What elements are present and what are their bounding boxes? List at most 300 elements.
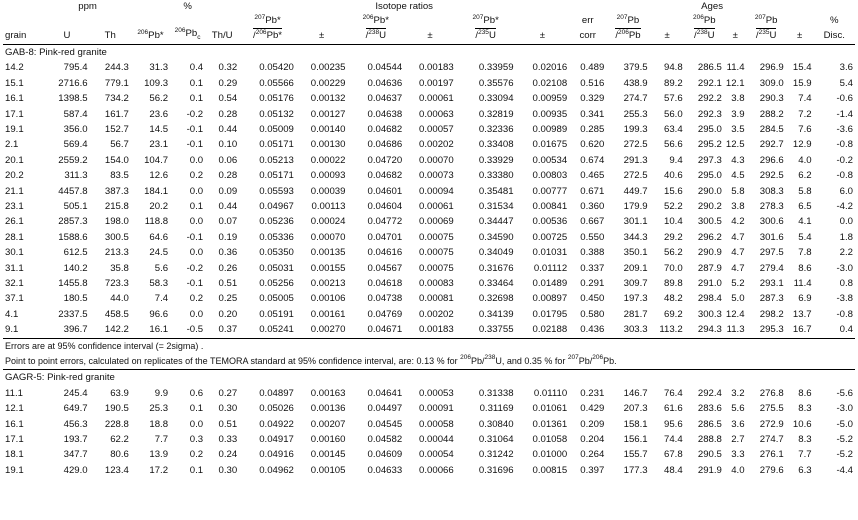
table-cell: 0.31676: [478, 262, 514, 274]
table-cell: 292.2: [697, 93, 722, 105]
table-cell: 0.00229: [310, 77, 346, 89]
table-cell: 3.6: [839, 62, 853, 74]
table-cell: 350.1: [623, 247, 648, 259]
table-cell: 6.0: [839, 185, 853, 197]
table-cell: 0.00155: [310, 262, 346, 274]
table-cell: 723.3: [104, 278, 129, 289]
table-cell: 0.00053: [419, 387, 454, 399]
table-cell: 184.1: [144, 185, 169, 197]
table-cell: 292.7: [759, 139, 784, 151]
table-cell: -3.0: [836, 403, 853, 415]
table-cell: 308.3: [759, 185, 784, 197]
table-cell: 58.3: [149, 278, 169, 289]
table-cell: 2559.2: [58, 154, 88, 166]
table-cell: 0.436: [580, 324, 605, 336]
table-cell: 0.05026: [259, 403, 294, 415]
table-cell: 0.31169: [479, 403, 514, 415]
table-cell: 0.30: [218, 403, 238, 415]
table-cell: 11.3: [726, 324, 745, 336]
table-cell: 0.31696: [478, 464, 514, 476]
col-r76-den: /$^{206}$Pb*: [239, 27, 296, 44]
table-cell: 0.620: [580, 139, 605, 151]
table-row: [3, 307, 855, 322]
table-cell: 152.7: [104, 123, 129, 135]
table-cell: 0.33959: [478, 62, 514, 74]
table-cell: 0.00270: [310, 324, 346, 336]
table-cell: 0.00132: [310, 93, 346, 105]
table-cell: -3.6: [836, 123, 853, 135]
table-cell: 298.2: [759, 308, 784, 320]
col-aerr1: ±: [650, 27, 685, 44]
table-cell: 0.04772: [367, 216, 403, 228]
table-cell: -5.2: [836, 449, 853, 461]
table-cell: 154.0: [104, 154, 129, 166]
table-cell: 0.674: [580, 154, 605, 166]
zircon-data-table: [3, 0, 855, 478]
table-cell: 0.32336: [478, 123, 514, 135]
table-cell: 0.20: [218, 308, 238, 320]
table-cell: 0.00127: [310, 108, 346, 120]
table-cell: 2857.3: [58, 216, 88, 228]
table-cell: 2.7: [731, 434, 745, 446]
table-cell: 0.00069: [419, 216, 454, 228]
table-cell: 6.2: [798, 170, 812, 182]
table-cell: 0.667: [580, 216, 605, 228]
table-cell: 284.5: [759, 123, 784, 135]
table-header: [3, 0, 855, 44]
table-cell: 180.5: [63, 293, 88, 305]
table-cell: 0.33380: [478, 170, 514, 182]
table-cell: 0.00044: [419, 434, 454, 446]
table-cell: 295.2: [697, 139, 722, 151]
table-cell: 0.285: [580, 123, 605, 135]
col-err2: ±: [404, 27, 456, 44]
ppm-header: ppm: [78, 1, 97, 12]
table-cell: 0.04604: [367, 200, 403, 212]
table-cell: 80.6: [110, 449, 129, 461]
table-row: [3, 184, 855, 199]
table-row: [3, 137, 855, 152]
table-cell: 0.04962: [259, 464, 294, 476]
table-cell: 0.04671: [367, 324, 403, 336]
table-cell: 0.2: [189, 170, 204, 182]
table-cell: 0.35481: [478, 185, 514, 197]
table-cell: 5.4: [839, 77, 853, 89]
table-cell: 0.06: [218, 154, 238, 166]
col-aerr2: ±: [724, 27, 747, 44]
table-cell: 281.7: [623, 308, 648, 320]
table-cell: 190.5: [104, 403, 129, 415]
table-cell: 0.00075: [419, 247, 454, 259]
table-row: [3, 153, 855, 168]
table-cell: 0.00183: [419, 324, 454, 336]
table-cell: 7.2: [798, 108, 812, 120]
table-cell: 0.02188: [532, 324, 568, 336]
table-cell: 0.0: [189, 308, 204, 320]
table-cell: 0.04544: [367, 62, 403, 74]
table-cell: 0.34590: [478, 231, 514, 243]
col-errcorr-1: err: [581, 15, 594, 26]
table-cell: 0.04616: [367, 247, 403, 259]
table-cell: 0.00989: [532, 123, 568, 135]
table-row: [3, 401, 855, 416]
table-cell: 0.00145: [310, 449, 346, 461]
table-cell: 5.6: [731, 403, 745, 415]
table-cell: -0.2: [186, 108, 204, 120]
table-cell: 0.51: [218, 278, 238, 289]
table-cell: 29.2: [664, 231, 683, 243]
table-cell: 94.8: [664, 62, 683, 74]
table-row: [3, 447, 855, 462]
table-cell: 0.3: [189, 434, 204, 446]
pct-header: %: [183, 1, 192, 12]
table-cell: 0.05350: [259, 247, 294, 259]
col-a68-den: /$^{238}$U: [685, 27, 724, 44]
table-cell: -4.2: [836, 200, 853, 212]
table-cell: 0.516: [580, 77, 605, 89]
table-cell: 0.04601: [367, 185, 403, 197]
table-cell: 1588.6: [58, 231, 88, 243]
table-cell: 7.7: [798, 449, 812, 461]
table-cell: 67.8: [664, 449, 683, 461]
table-cell: 290.3: [759, 93, 784, 105]
table-row: [3, 291, 855, 306]
table-cell: 52.2: [664, 200, 683, 212]
table-cell: 0.05566: [259, 77, 294, 89]
table-cell: 0.33464: [478, 278, 514, 289]
table-cell: 48.4: [664, 464, 683, 476]
table-cell: 19.1: [5, 123, 24, 135]
table-cell: 16.1: [149, 324, 169, 336]
table-cell: 0.450: [580, 293, 605, 305]
table-cell: 0.337: [580, 262, 605, 274]
table-cell: 0.04582: [367, 434, 403, 446]
table-cell: 0.00083: [419, 278, 454, 289]
table-cell: 146.7: [623, 387, 648, 399]
table-row: [3, 168, 855, 183]
table-cell: 24.5: [149, 247, 169, 259]
table-cell: 0.465: [580, 170, 605, 182]
table-cell: 0.01361: [532, 418, 568, 430]
table-cell: 295.0: [697, 123, 722, 135]
table-cell: 0.04917: [259, 434, 294, 446]
table-cell: 40.6: [664, 170, 683, 182]
table-cell: 14.5: [149, 123, 169, 135]
table-cell: 0.0: [189, 216, 204, 228]
table-cell: 0.04545: [367, 418, 403, 430]
table-cell: 0.04916: [259, 449, 294, 461]
table-cell: 296.6: [759, 154, 784, 166]
table-cell: 0.32: [218, 62, 238, 74]
table-cell: 0.04636: [367, 77, 403, 89]
table-cell: 0.0: [189, 154, 204, 166]
table-cell: 276.8: [759, 387, 784, 399]
table-cell: 0.00136: [310, 403, 346, 415]
table-cell: 0.30: [218, 464, 238, 476]
table-cell: 0.01058: [532, 434, 568, 446]
table-cell: 303.3: [623, 324, 648, 336]
table-cell: 387.3: [104, 185, 129, 197]
table-cell: 3.2: [731, 387, 745, 399]
table-cell: 179.9: [623, 200, 648, 212]
table-cell: 7.4: [798, 93, 812, 105]
table-cell: 20.2: [5, 170, 24, 182]
table-cell: 0.00725: [532, 231, 568, 243]
table-cell: 12.5: [725, 139, 745, 151]
table-cell: 64.6: [149, 231, 169, 243]
table-cell: 9.4: [669, 154, 683, 166]
group1-body: [3, 44, 855, 338]
table-cell: 89.8: [664, 278, 683, 289]
table-cell: 20.1: [5, 154, 24, 166]
notes: [3, 338, 855, 370]
table-cell: 292.4: [697, 387, 722, 399]
table-cell: 6.9: [798, 293, 812, 305]
col-disc: Disc.: [814, 27, 855, 44]
table-cell: 1398.5: [58, 93, 88, 105]
table-cell: 5.0: [731, 293, 745, 305]
table-cell: 301.6: [759, 231, 784, 243]
table-cell: 0.291: [580, 278, 605, 289]
table-cell: 12.6: [149, 170, 169, 182]
group2-body: [3, 370, 855, 478]
table-cell: 0.05171: [259, 170, 294, 182]
table-cell: 0.05176: [259, 93, 294, 105]
table-cell: 8.3: [798, 434, 812, 446]
table-cell: 4.1: [798, 216, 812, 228]
table-cell: 0.04641: [367, 387, 403, 399]
table-cell: 0.00105: [310, 464, 346, 476]
table-row: [3, 122, 855, 137]
table-cell: 272.5: [623, 170, 648, 182]
table-cell: 0.05256: [259, 278, 294, 289]
table-cell: 0.25: [218, 293, 238, 305]
table-row: [3, 276, 855, 291]
table-cell: 0.36: [218, 247, 238, 259]
table-cell: -3.0: [836, 262, 853, 274]
table-cell: 0.02108: [532, 77, 568, 89]
table-cell: 156.1: [623, 434, 648, 446]
table-cell: 10.6: [792, 418, 812, 430]
table-cell: 0.01031: [532, 247, 568, 259]
table-cell: 0.04497: [367, 403, 403, 415]
table-cell: -0.1: [186, 278, 204, 289]
table-cell: 288.2: [759, 108, 784, 120]
table-cell: 278.3: [759, 200, 784, 212]
ages-header: Ages: [701, 1, 724, 12]
table-cell: 0.00094: [419, 185, 454, 197]
table-cell: 309.7: [623, 278, 648, 289]
table-cell: 0.00163: [310, 387, 346, 399]
table-cell: 456.3: [63, 418, 88, 430]
table-cell: 16.7: [792, 324, 812, 336]
table-cell: 0.00777: [532, 185, 568, 197]
table-cell: 213.3: [104, 247, 129, 259]
table-cell: 197.3: [623, 293, 648, 305]
table-cell: 4.0: [731, 464, 745, 476]
table-cell: 104.7: [144, 154, 169, 166]
table-cell: 0.00160: [310, 434, 346, 446]
table-cell: 0.209: [580, 418, 605, 430]
table-cell: 279.4: [759, 262, 784, 274]
table-cell: 56.2: [664, 247, 683, 259]
table-cell: 4.1: [5, 308, 19, 320]
table-cell: 4.7: [731, 231, 745, 243]
table-cell: 0.05191: [259, 308, 294, 320]
table-cell: 438.9: [623, 77, 648, 89]
table-cell: 291.3: [623, 154, 648, 166]
table-row: [3, 417, 855, 432]
table-cell: 0.33408: [478, 139, 514, 151]
table-cell: 0.00213: [310, 278, 346, 289]
col-a76-num: $^{207}$Pb: [616, 14, 640, 26]
table-cell: 290.5: [697, 449, 722, 461]
table-cell: 23.6: [149, 108, 169, 120]
table-cell: 7.8: [798, 247, 812, 259]
table-cell: 0.04618: [367, 278, 403, 289]
table-cell: 57.6: [664, 93, 683, 105]
table-cell: 31.1: [5, 262, 24, 274]
table-cell: 0.31242: [478, 449, 514, 461]
table-cell: 0.6: [189, 387, 204, 399]
table-cell: 0.29: [218, 77, 238, 89]
table-cell: 16.1: [5, 93, 24, 105]
table-cell: 18.8: [149, 418, 169, 430]
table-cell: 0.00024: [310, 216, 346, 228]
table-cell: 505.1: [63, 200, 88, 212]
table-cell: 779.1: [104, 77, 129, 89]
table-cell: -0.8: [836, 308, 853, 320]
table-cell: 21.1: [5, 185, 24, 197]
isotope-ratios-header: Isotope ratios: [375, 1, 433, 12]
table-cell: 0.04682: [367, 123, 403, 135]
table-cell: 0.00235: [310, 62, 346, 74]
table-cell: 0.34049: [478, 247, 514, 259]
table-cell: 16.1: [5, 418, 24, 430]
table-cell: 2337.5: [58, 308, 88, 320]
table-row: [3, 245, 855, 260]
table-cell: -1.4: [836, 108, 853, 120]
table-cell: 8.6: [798, 262, 812, 274]
table-cell: 291.0: [697, 278, 722, 289]
table-cell: 0.00113: [311, 200, 346, 212]
table-cell: 0.1: [189, 200, 204, 212]
table-cell: -0.5: [186, 324, 204, 336]
table-row: [3, 60, 855, 75]
table-cell: 109.3: [144, 77, 169, 89]
table-cell: 291.9: [697, 464, 722, 476]
table-cell: 0.05171: [259, 139, 294, 151]
table-cell: 3.8: [731, 93, 745, 105]
table-cell: 4.0: [798, 154, 812, 166]
table-cell: 61.6: [664, 403, 683, 415]
table-cell: 5.8: [798, 185, 812, 197]
table-cell: 31.3: [149, 62, 169, 74]
table-cell: 0.00075: [419, 231, 454, 243]
table-cell: 12.9: [792, 139, 812, 151]
table-cell: 8.3: [798, 403, 812, 415]
table-cell: 0.550: [580, 231, 605, 243]
group2-title: GAGR-5: Pink-red granite: [3, 370, 855, 386]
table-cell: 0.01675: [532, 139, 568, 151]
table-cell: 0.00091: [419, 403, 454, 415]
table-cell: 15.1: [5, 77, 24, 89]
table-cell: 12.4: [725, 308, 745, 320]
table-cell: 276.1: [759, 449, 784, 461]
table-cell: 4457.8: [58, 185, 88, 197]
table-cell: 0.04682: [367, 170, 403, 182]
table-cell: -4.4: [836, 464, 853, 476]
table-cell: 0.01110: [533, 387, 568, 399]
table-cell: 207.3: [623, 403, 648, 415]
table-cell: 23.1: [149, 139, 169, 151]
col-a68-num: $^{206}$Pb: [692, 14, 716, 26]
table-cell: 0.0: [189, 418, 204, 430]
table-cell: 288.8: [697, 434, 722, 446]
col-r68-num: $^{206}$Pb*: [362, 14, 389, 26]
table-cell: 0.1: [189, 464, 204, 476]
table-cell: 286.5: [697, 418, 722, 430]
table-cell: 0.01000: [532, 449, 568, 461]
table-cell: -0.2: [836, 154, 853, 166]
table-cell: 0.54: [218, 93, 238, 105]
table-cell: 6.3: [798, 464, 812, 476]
table-cell: 0.28: [218, 170, 238, 182]
table-cell: 587.4: [63, 108, 88, 120]
table-cell: 3.5: [731, 123, 745, 135]
col-pb206: $^{206}$Pb*: [131, 27, 170, 44]
table-cell: -0.1: [186, 123, 204, 135]
table-cell: 0.04567: [367, 262, 403, 274]
table-cell: 0.37: [218, 324, 238, 336]
table-cell: 0.4: [189, 62, 204, 74]
table-cell: 44.0: [110, 293, 129, 305]
table-cell: 63.9: [110, 387, 129, 399]
table-cell: 569.4: [63, 139, 88, 151]
table-cell: 70.0: [664, 262, 683, 274]
table-cell: 0.05005: [259, 293, 294, 305]
table-cell: 0.05241: [259, 324, 294, 336]
table-cell: 0.429: [580, 403, 605, 415]
table-cell: 62.2: [110, 434, 129, 446]
table-cell: 17.1: [5, 108, 24, 120]
table-cell: 0.00039: [310, 185, 346, 197]
table-cell: 0.10: [218, 139, 238, 151]
table-cell: -3.8: [836, 293, 853, 305]
table-cell: 5.8: [731, 185, 745, 197]
table-cell: 0.00070: [310, 231, 346, 243]
table-cell: 56.2: [149, 93, 169, 105]
table-cell: 1.8: [839, 231, 853, 243]
table-cell: 155.7: [623, 449, 648, 461]
table-cell: 8.6: [798, 387, 812, 399]
table-cell: 25.3: [149, 403, 169, 415]
table-cell: 0.09: [218, 185, 238, 197]
table-cell: 28.1: [5, 231, 24, 243]
table-cell: 0.00135: [310, 247, 346, 259]
table-cell: 0.2: [189, 293, 204, 305]
table-cell: 283.6: [697, 403, 722, 415]
table-row: [3, 322, 855, 338]
table-cell: 0.0: [839, 216, 853, 228]
col-u: U: [44, 27, 89, 44]
table-cell: 18.1: [5, 449, 24, 461]
table-cell: 17.2: [149, 464, 169, 476]
table-cell: 0.00897: [532, 293, 568, 305]
table-cell: 0.4: [839, 324, 853, 336]
table-cell: 69.2: [664, 308, 683, 320]
table-cell: 0.04633: [367, 464, 403, 476]
